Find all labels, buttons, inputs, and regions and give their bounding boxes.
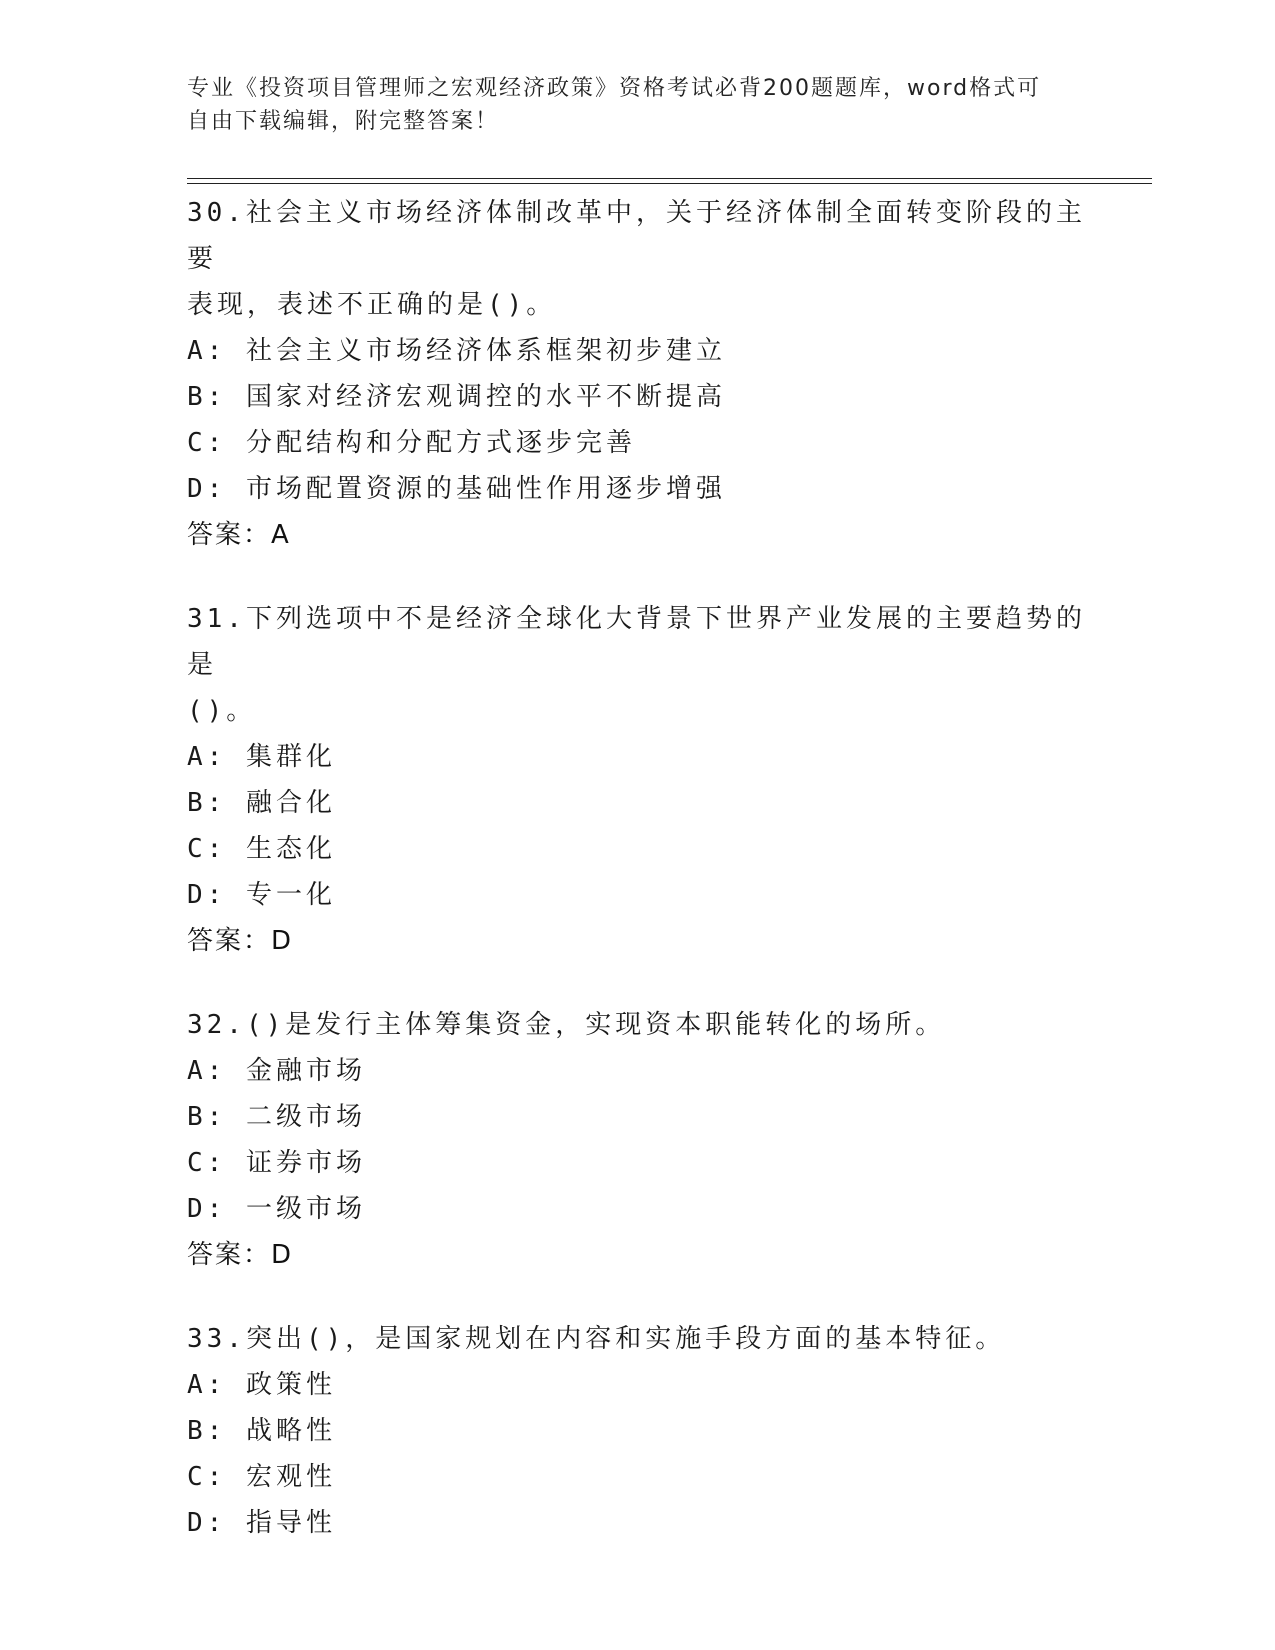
option-a: A: 政策性 bbox=[187, 1370, 336, 1400]
option-b: B: 二级市场 bbox=[187, 1102, 366, 1132]
question-stem-line: 33.突出()，是国家规划在内容和实施手段方面的基本特征。 bbox=[187, 1324, 1006, 1354]
option-b: B: 国家对经济宏观调控的水平不断提高 bbox=[187, 382, 726, 412]
option-d: D: 市场配置资源的基础性作用逐步增强 bbox=[187, 474, 726, 504]
option-d: D: 一级市场 bbox=[187, 1194, 366, 1224]
question-stem-line: 30.社会主义市场经济体制改革中，关于经济体制全面转变阶段的主要 bbox=[187, 198, 1086, 274]
question-stem-line: 表现，表述不正确的是()。 bbox=[187, 290, 557, 320]
option-d: D: 专一化 bbox=[187, 880, 336, 910]
option-c: C: 分配结构和分配方式逐步完善 bbox=[187, 428, 636, 458]
option-c: C: 证券市场 bbox=[187, 1148, 366, 1178]
option-a: A: 社会主义市场经济体系框架初步建立 bbox=[187, 336, 726, 366]
option-b: B: 战略性 bbox=[187, 1416, 336, 1446]
question-stem-line: 31.下列选项中不是经济全球化大背景下世界产业发展的主要趋势的是 bbox=[187, 604, 1086, 680]
header-line-1: 专业《投资项目管理师之宏观经济政策》资格考试必背200题题库，word格式可 bbox=[187, 76, 1042, 101]
option-d: D: 指导性 bbox=[187, 1508, 336, 1538]
question-33 bbox=[187, 1316, 1087, 1546]
option-a: A: 集群化 bbox=[187, 742, 336, 772]
answer-text: 答案：D bbox=[187, 926, 294, 956]
answer-text: 答案：A bbox=[187, 520, 291, 550]
option-a: A: 金融市场 bbox=[187, 1056, 366, 1086]
question-31 bbox=[187, 596, 1087, 964]
question-list bbox=[187, 190, 1087, 1584]
option-c: C: 宏观性 bbox=[187, 1462, 336, 1492]
option-b: B: 融合化 bbox=[187, 788, 336, 818]
question-30 bbox=[187, 190, 1087, 558]
answer-text: 答案：D bbox=[187, 1240, 294, 1270]
question-32 bbox=[187, 1002, 1087, 1278]
document-header bbox=[187, 72, 1087, 138]
header-divider-top bbox=[187, 178, 1152, 179]
header-divider-bottom bbox=[187, 183, 1152, 184]
question-stem-line: ()。 bbox=[187, 696, 257, 726]
header-line-2: 自由下载编辑，附完整答案！ bbox=[187, 109, 500, 134]
question-stem-line: 32.()是发行主体筹集资金，实现资本职能转化的场所。 bbox=[187, 1010, 946, 1040]
option-c: C: 生态化 bbox=[187, 834, 336, 864]
